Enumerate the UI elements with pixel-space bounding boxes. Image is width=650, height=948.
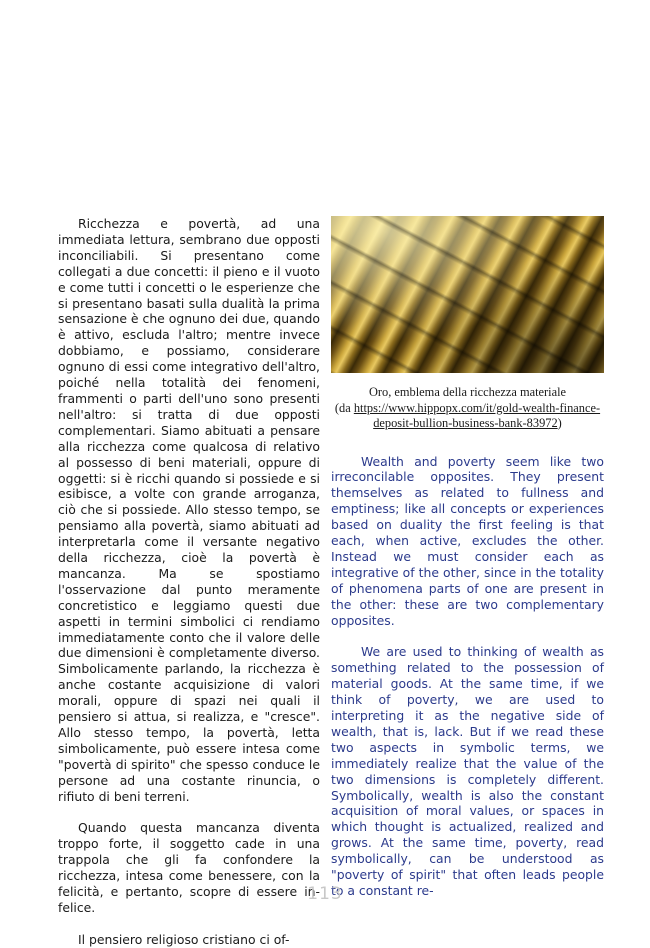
caption-suffix: ) <box>557 416 562 430</box>
italian-paragraph-2: Quando questa mancanza diventa troppo forte, il soggetto cade in una trappola che gli fa confondere la ricchezza, intesa come benessere, con la felicità, e pertanto, scopre di essere in-felice. <box>58 820 320 915</box>
caption-title: Oro, emblema della ricchezza materiale <box>368 385 567 399</box>
italian-text-column <box>58 216 320 948</box>
italian-paragraph-3: Il pensiero religioso cristiano ci of- <box>78 931 290 947</box>
page-number: 113 <box>307 884 343 904</box>
gold-bars-photo <box>331 216 604 373</box>
caption-source-link[interactable]: https://www.hippopx.com/it/gold-wealth-finance-deposit-bullion-business-bank-83972 <box>353 400 601 430</box>
caption-prefix: (da <box>334 400 354 415</box>
right-column <box>331 216 604 899</box>
english-paragraph-1: Wealth and poverty seem like two irreconcilable opposites. They present themselves as related to fullness and emptiness; like all concepts or experiences based on duality the first feeling is that each, when active, excludes the other. Instead we must consider each as integrative of the other, since in the totality of phenomena parts of one are present in the other: these are two complementary opposites. <box>331 453 604 628</box>
italian-paragraph-1: Ricchezza e povertà, ad una immediata lettura, sembrano due opposti inconciliabili. Si presentano come collegati a due concetti: il pieno e il vuoto e come tutti i concetti o le esperienze che si presentano basati sulla dualità la prima sensazione è che ognuno dei due, quando è attivo, escluda l'altro; mentre invece dobbiamo, e possiamo, considerare ognuno di essi come integrativo dell'altro, poiché nella totalità dei fenomeni, frammenti o parti dell'uno sono presenti nell'altro: si tratta di due opposti complementari. Siamo abituati a pensare alla ricchezza come qualcosa di relativo al possesso di beni materiali, oppure di oggetti: si è ricchi quando si possiede e si esibisce, a volte con grande arroganza, ciò che si possiede. Allo stesso tempo, se pensiamo alla povertà, siamo abituati ad interpretarla come il versante negativo della ricchezza, cioè la povertà è mancanza. Ma se spostiamo l'osservazione dal punto meramente concretistico e leggiamo questi due aspetti in termini simbolici ci rendiamo immediatamente conto che il valore delle due dimensioni è completamente diverso. Simbolicamente parlando, la ricchezza è anche costante acquisizione di valori morali, oppure di spazi nei quali il pensiero si attua, si realizza, e "cresce". Allo stesso tempo, la povertà, letta simbolicamente, può essere intesa come "povertà di spirito" che spesso conduce le persone ad una costante rinuncia, o rifiuto di beni terreni. <box>58 216 320 804</box>
figure-caption <box>331 385 604 432</box>
english-paragraph-2: We are used to thinking of wealth as something related to the possession of material goods. At the same time, if we think of poverty, we are used to interpreting it as the negative side of wealth, that is, lack. But if we read these two aspects in symbolic terms, we immediately realize that the value of the two dimensions is completely different. Symbolically, wealth is also the constant acquisition of moral values, or spaces in which thought is actualized, realized and grows. At the same time, poverty, read symbolically, can be understood as "poverty of spirit" that often leads people to a constant re- <box>331 644 604 898</box>
caption-source <box>331 401 604 432</box>
english-text-column <box>331 454 604 899</box>
